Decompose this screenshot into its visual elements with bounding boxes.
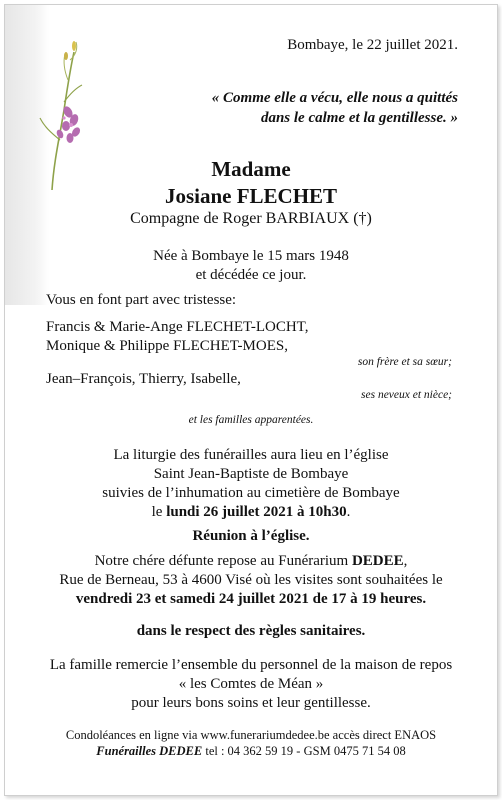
- honorific: Madame: [211, 157, 291, 181]
- family-intro: Vous en font part avec tristesse:: [46, 292, 237, 308]
- funeral-info: [0, 446, 502, 522]
- quote: [128, 88, 458, 128]
- visit-info: [0, 552, 502, 609]
- deceased-name: Josiane FLECHET: [164, 184, 338, 208]
- date-line: Bombaye, le 22 juillet 2021.: [287, 37, 458, 53]
- meeting-note: Réunion à l’église.: [192, 528, 310, 544]
- thanks-line-3: pour leurs bons soins et leur gentillesse.: [131, 695, 371, 711]
- funeral-date-prefix: le: [151, 504, 167, 520]
- visit-line-1: [0, 552, 502, 571]
- footer-line-1: Condoléances en ligne via www.funerariumdedee.be accès direct ENAOS: [65, 728, 437, 742]
- relation-siblings: son frère et sa sœur;: [357, 356, 452, 368]
- funeral-line-2: Saint Jean-Baptiste de Bombaye: [153, 466, 349, 482]
- funerarium-name: DEDEE: [351, 553, 404, 569]
- thanks-line-2: « les Comtes de Méan »: [178, 676, 324, 692]
- funeral-line-3: suivies de l’inhumation au cimetière de Bombaye: [102, 485, 400, 501]
- birth-line-2: et décédée ce jour.: [195, 267, 307, 283]
- visit-line-1-suffix: ,: [403, 553, 408, 569]
- quote-line-1: « Comme elle a vécu, elle nous a quittés: [211, 90, 458, 106]
- footer: [0, 727, 502, 759]
- birth-info: [0, 247, 502, 285]
- relation-families: et les familles apparentées.: [188, 414, 314, 426]
- deceased-title: [0, 156, 502, 210]
- thanks-line-1: La famille remercie l’ensemble du personnel de la maison de repos: [49, 657, 453, 673]
- birth-line-1: Née à Bombaye le 15 mars 1948: [153, 248, 349, 264]
- footer-line-2: [0, 743, 502, 759]
- funeral-home-contact: tel : 04 362 59 19 - GSM 0475 71 54 08: [202, 744, 406, 758]
- funeral-date-suffix: .: [346, 504, 351, 520]
- family-line-3: Jean–François, Thierry, Isabelle,: [46, 371, 241, 387]
- visit-line-2: Rue de Berneau, 53 à 4600 Visé où les visites sont souhaitées le: [59, 572, 443, 588]
- partner-line: Compagne de Roger BARBIAUX (†): [130, 210, 372, 227]
- funeral-home-name: Funérailles DEDEE: [96, 744, 203, 758]
- thanks: [0, 656, 502, 713]
- family-line-2: Monique & Philippe FLECHET-MOES,: [46, 338, 288, 354]
- relation-nephews: ses neveux et nièce;: [361, 389, 452, 401]
- funeral-line-4: [0, 503, 502, 522]
- visit-line-1-prefix: Notre chére défunte repose au Funérarium: [94, 553, 352, 569]
- visit-line-3: vendredi 23 et samedi 24 juillet 2021 de 17 à 19 heures.: [75, 591, 427, 607]
- family-line-1: Francis & Marie-Ange FLECHET-LOCHT,: [46, 319, 309, 335]
- funeral-line-1: La liturgie des funérailles aura lieu en l’église: [113, 447, 389, 463]
- quote-line-2: dans le calme et la gentillesse. »: [260, 110, 458, 126]
- funeral-date: lundi 26 juillet 2021 à 10h30: [166, 504, 347, 520]
- sanitary-note: dans le respect des règles sanitaires.: [136, 623, 366, 639]
